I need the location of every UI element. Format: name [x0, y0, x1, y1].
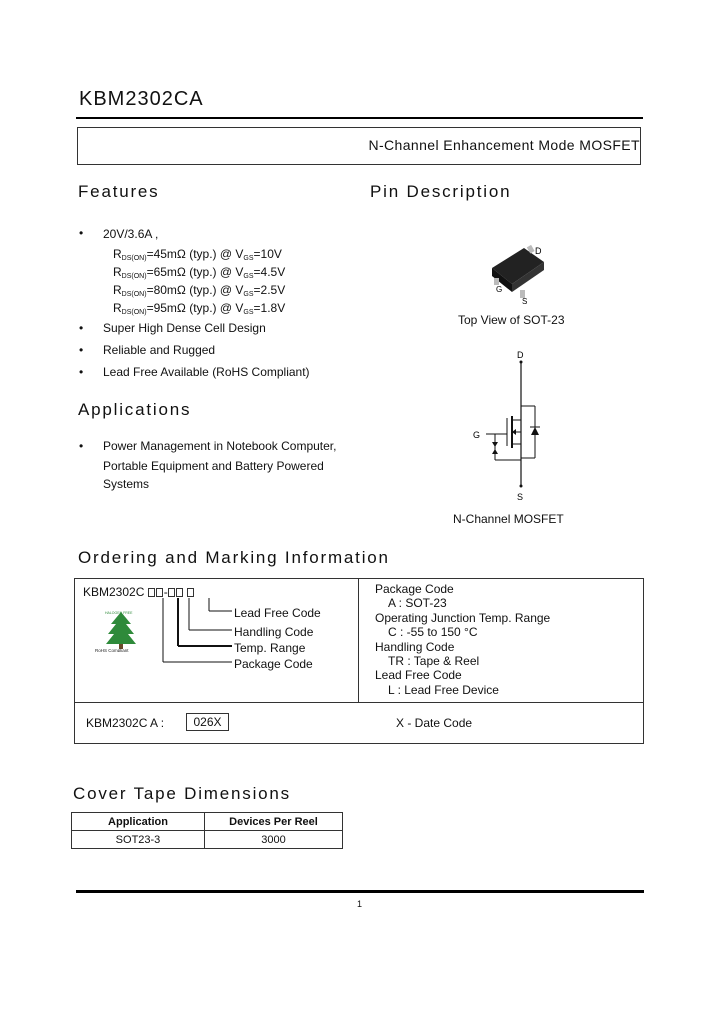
package-caption: Top View of SOT-23: [458, 313, 565, 327]
application-line: Power Management in Notebook Computer,: [103, 439, 337, 453]
marking-value: 026X: [186, 713, 229, 731]
right-line: A : SOT-23: [388, 596, 447, 610]
code-legend-lines: [150, 596, 240, 672]
rds-line-1: $R_{DS(ON)}=45m\Omega$ (typ.) @ $V_{GS}=10V$: [113, 247, 282, 262]
subtitle: N-Channel Enhancement Mode MOSFET: [368, 137, 640, 153]
ordering-divider-v: [358, 578, 359, 702]
rds-line-3: $R_{DS(ON)}=80m\Omega$ (typ.) @ $V_{GS}=2.5V$: [113, 283, 286, 298]
applications-heading: Applications: [78, 400, 192, 419]
feature-item: Reliable and Rugged: [103, 343, 216, 357]
right-line: TR : Tape & Reel: [388, 654, 480, 668]
mosfet-schematic: [460, 346, 560, 504]
schem-pin-s: S: [517, 492, 524, 502]
legend-handling: Handling Code: [234, 625, 314, 639]
ordering-divider-h: [74, 702, 643, 703]
application-line: Portable Equipment and Battery Powered: [103, 459, 324, 473]
cell-devices: 3000: [205, 831, 343, 849]
bullet: •: [79, 321, 84, 335]
footer-rule: [76, 890, 644, 893]
subtitle-box: [77, 127, 641, 165]
table-row: [72, 831, 343, 849]
legend-package: Package Code: [234, 657, 313, 671]
pkg-pin-d: D: [535, 246, 542, 256]
legend-temp: Temp. Range: [234, 641, 306, 655]
cover-heading: Cover Tape Dimensions: [73, 784, 291, 803]
bullet: •: [79, 365, 84, 379]
logo-bottom-text: RoHS Compliant: [95, 648, 129, 652]
feature-item: Super High Dense Cell Design: [103, 321, 266, 335]
bullet: •: [79, 343, 84, 357]
pin-description-heading: Pin Description: [370, 182, 512, 201]
col-header: Devices Per Reel: [205, 813, 343, 831]
bullet: •: [79, 226, 84, 240]
ordering-heading: Ordering and Marking Information: [78, 548, 390, 567]
schematic-caption: N-Channel MOSFET: [453, 512, 564, 526]
feature-rating: 20V/3.6A ,: [103, 227, 159, 241]
rds-line-4: $R_{DS(ON)}=95m\Omega$ (typ.) @ $V_{GS}=1.8V$: [113, 301, 286, 316]
feature-item: Lead Free Available (RoHS Compliant): [103, 365, 310, 379]
pkg-pin-s: S: [522, 297, 528, 304]
date-code: X - Date Code: [396, 716, 473, 730]
right-line: Operating Junction Temp. Range: [375, 611, 551, 625]
right-line: Lead Free Code: [375, 668, 462, 682]
right-line: L : Lead Free Device: [388, 683, 499, 697]
schem-pin-d: D: [517, 350, 524, 360]
right-line: Handling Code: [375, 640, 455, 654]
table-header-row: [72, 813, 343, 831]
right-line: Package Code: [375, 582, 454, 596]
legend-lead-free: Lead Free Code: [234, 606, 321, 620]
schem-pin-g: G: [473, 430, 481, 440]
bullet: •: [79, 439, 84, 453]
rds-line-2: $R_{DS(ON)}=65m\Omega$ (typ.) @ $V_{GS}=4.5V$: [113, 265, 286, 280]
page-number: 1: [357, 899, 363, 909]
sot23-package-image: [478, 240, 558, 304]
marking-label: KBM2302C A :: [86, 716, 165, 730]
cell-application: SOT23-3: [72, 831, 205, 849]
page-title: KBM2302CA: [79, 88, 204, 110]
order-code: KBM2302C -: [83, 585, 195, 599]
application-line: Systems: [103, 477, 150, 491]
title-rule: [76, 117, 643, 119]
cover-table: [71, 812, 343, 849]
features-heading: Features: [78, 182, 160, 201]
col-header: Application: [72, 813, 205, 831]
right-line: C : -55 to 150 °C: [388, 625, 478, 639]
pkg-pin-g: G: [496, 285, 503, 294]
logo-top-text: HALOGEN FREE: [105, 611, 133, 615]
halogen-free-logo: [95, 608, 147, 652]
